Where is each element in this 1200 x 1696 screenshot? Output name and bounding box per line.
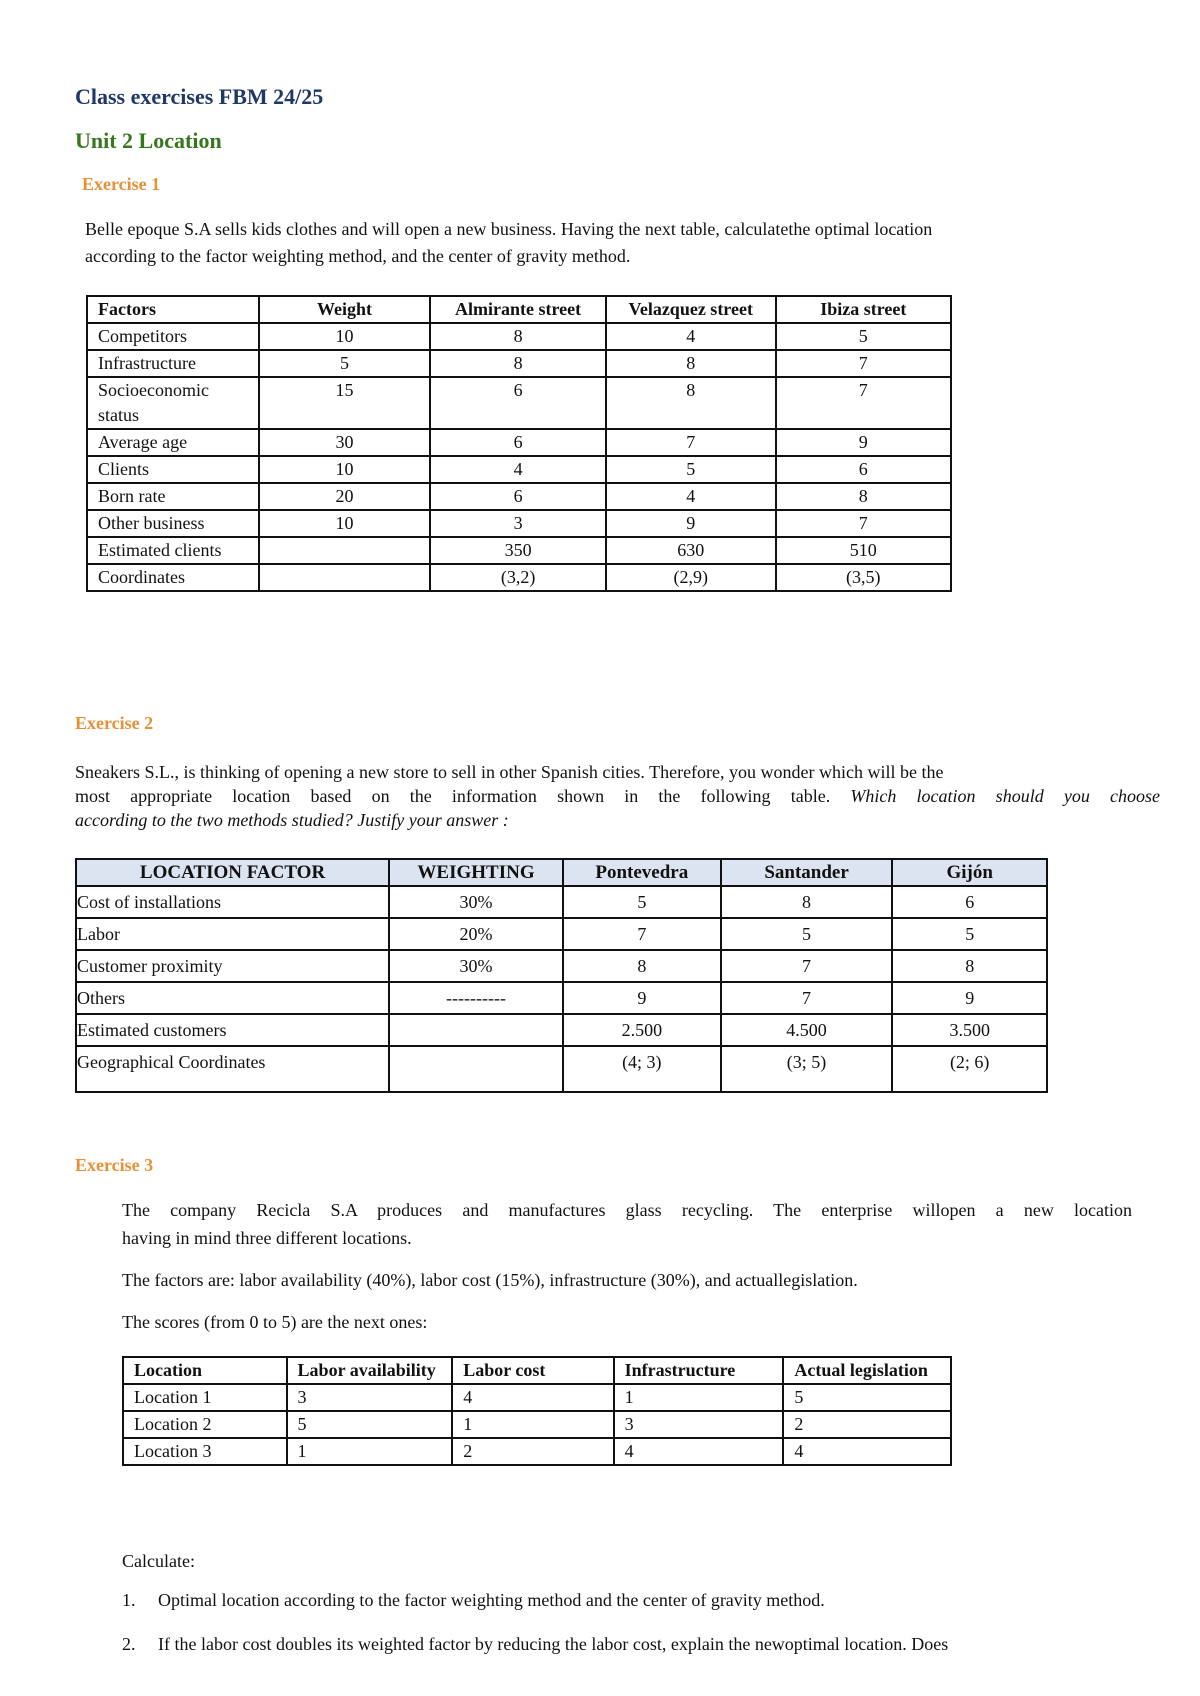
table-cell: 9 (776, 429, 951, 456)
table-cell: 3.500 (892, 1014, 1047, 1046)
column-header: Labor availability (287, 1357, 453, 1384)
row-label-cell: Clients (87, 456, 259, 483)
table-cell (259, 564, 431, 591)
table-cell: 1 (614, 1384, 784, 1411)
table-row (87, 537, 951, 564)
table-cell: 4 (430, 456, 606, 483)
table-cell: 8 (563, 950, 721, 982)
column-header: Almirante street (430, 296, 606, 323)
table-cell: 6 (892, 886, 1047, 918)
table-cell: 3 (287, 1384, 453, 1411)
table-row (123, 1411, 951, 1438)
table-cell: 4 (614, 1438, 784, 1465)
calculate-label: Calculate: (122, 1551, 195, 1571)
table-row (76, 950, 1047, 982)
list-item-number: 2. (122, 1634, 136, 1654)
table-row (76, 982, 1047, 1014)
row-label-cell: Born rate (87, 483, 259, 510)
table-cell: (3,2) (430, 564, 606, 591)
exercise-2-heading: Exercise 2 (75, 713, 154, 733)
exercise-3-text-line: The company Recicla S.A produces and manufactures glass recycling. The enterprise willopen a new location (122, 1200, 1132, 1220)
exercise-2-text-line (75, 784, 1160, 808)
exercise-1-table (86, 295, 952, 592)
table-cell: 350 (430, 537, 606, 564)
table-header-row (76, 859, 1047, 886)
exercise-2-text (75, 760, 1160, 832)
table-row (123, 1438, 951, 1465)
table-cell: 6 (430, 377, 606, 429)
table-row (76, 1046, 1047, 1092)
table-cell: 6 (430, 429, 606, 456)
column-header: Ibiza street (776, 296, 951, 323)
unit-title: Unit 2 Location (75, 128, 222, 153)
table-cell: 15 (259, 377, 431, 429)
table-row (87, 510, 951, 537)
column-header: Factors (87, 296, 259, 323)
table-cell: 5 (892, 918, 1047, 950)
table-cell: 9 (563, 982, 721, 1014)
table-cell: 30% (389, 950, 563, 982)
table-cell: 20 (259, 483, 431, 510)
row-label-cell: Geographical Coordinates (76, 1046, 389, 1092)
table-cell: 7 (776, 377, 951, 429)
table-row (87, 456, 951, 483)
exercise-3-text-line: having in mind three different locations. (122, 1228, 412, 1248)
list-item: Optimal location according to the factor weighting method and the center of gravity method. (158, 1590, 825, 1610)
table-cell (389, 1046, 563, 1092)
column-header: Weight (259, 296, 431, 323)
table-cell: 2.500 (563, 1014, 721, 1046)
row-label-cell: Average age (87, 429, 259, 456)
table-cell: 6 (430, 483, 606, 510)
row-label-cell: Competitors (87, 323, 259, 350)
row-label-cell: Location 1 (123, 1384, 287, 1411)
row-label-cell: Location 3 (123, 1438, 287, 1465)
table-cell: 10 (259, 456, 431, 483)
table-cell: 3 (614, 1411, 784, 1438)
table-cell: 4 (606, 323, 776, 350)
table-cell: 630 (606, 537, 776, 564)
table-cell: (2,9) (606, 564, 776, 591)
table-cell: 10 (259, 510, 431, 537)
table-cell (389, 1014, 563, 1046)
row-label-cell: Labor (76, 918, 389, 950)
table-cell: (2; 6) (892, 1046, 1047, 1092)
table-cell: 30 (259, 429, 431, 456)
exercise-2-text-line: Sneakers S.L., is thinking of opening a new store to sell in other Spanish cities. Therefore, you wonder which will be the (75, 762, 944, 782)
table-header-row (87, 296, 951, 323)
row-label-cell: Estimated clients (87, 537, 259, 564)
column-header: Gijón (892, 859, 1047, 886)
table-cell: 8 (606, 350, 776, 377)
table-row (87, 323, 951, 350)
column-header: Velazquez street (606, 296, 776, 323)
table-row (87, 350, 951, 377)
table-header-row (123, 1357, 951, 1384)
exercise-2-table (75, 858, 1048, 1093)
table-cell: 4 (783, 1438, 951, 1465)
table-cell: 5 (783, 1384, 951, 1411)
table-cell: 8 (892, 950, 1047, 982)
table-cell: 8 (430, 323, 606, 350)
list-item: If the labor cost doubles its weighted factor by reducing the labor cost, explain the newoptimal location. Does (158, 1634, 949, 1654)
table-cell: 2 (452, 1438, 613, 1465)
exercise-3-heading: Exercise 3 (75, 1155, 154, 1175)
table-cell: 4.500 (721, 1014, 893, 1046)
column-header: WEIGHTING (389, 859, 563, 886)
table-cell: 1 (287, 1438, 453, 1465)
table-cell: 5 (563, 886, 721, 918)
table-row (87, 564, 951, 591)
table-cell: 7 (776, 350, 951, 377)
table-cell (259, 537, 431, 564)
table-cell: 7 (563, 918, 721, 950)
column-header: Santander (721, 859, 893, 886)
table-cell: 30% (389, 886, 563, 918)
table-cell: 8 (721, 886, 893, 918)
table-cell: 8 (776, 483, 951, 510)
table-cell: 8 (430, 350, 606, 377)
exercise-3-table (122, 1356, 952, 1466)
table-row (87, 483, 951, 510)
exercise-1-text (85, 216, 1165, 270)
table-cell: 2 (783, 1411, 951, 1438)
table-cell: 1 (452, 1411, 613, 1438)
exercise-1-text-line: according to the factor weighting method, and the center of gravity method. (85, 246, 631, 266)
exercise-3-text (122, 1196, 1132, 1252)
table-cell: 7 (721, 982, 893, 1014)
table-cell: (3; 5) (721, 1046, 893, 1092)
row-label-cell: Socioeconomic status (87, 377, 259, 429)
row-label-cell: Cost of installations (76, 886, 389, 918)
table-cell: 20% (389, 918, 563, 950)
table-cell: 8 (606, 377, 776, 429)
row-label-cell: Customer proximity (76, 950, 389, 982)
list-item-number: 1. (122, 1590, 136, 1610)
column-header: Infrastructure (614, 1357, 784, 1384)
exercise-1-heading: Exercise 1 (82, 174, 161, 194)
exercise-1-text-line: Belle epoque S.A sells kids clothes and will open a new business. Having the next table, calculatethe optimal location (85, 219, 933, 239)
row-label-cell: Coordinates (87, 564, 259, 591)
exercise-2-question-b: according to the two methods studied? Justify your answer : (75, 810, 509, 830)
table-cell: ---------- (389, 982, 563, 1014)
table-row (76, 886, 1047, 918)
row-label-cell: Infrastructure (87, 350, 259, 377)
column-header: Actual legislation (783, 1357, 951, 1384)
table-cell: 7 (776, 510, 951, 537)
exercise-2-text-plain: most appropriate location based on the information shown in the following table. (75, 786, 831, 806)
table-cell: 5 (776, 323, 951, 350)
table-cell: 3 (430, 510, 606, 537)
table-cell: 5 (606, 456, 776, 483)
table-row (76, 1014, 1047, 1046)
exercise-2-question-a: Which location should you choose (850, 786, 1160, 806)
document-title: Class exercises FBM 24/25 (75, 84, 324, 109)
table-cell: 6 (776, 456, 951, 483)
column-header: Labor cost (452, 1357, 613, 1384)
column-header: Pontevedra (563, 859, 721, 886)
table-cell: 4 (606, 483, 776, 510)
table-row (123, 1384, 951, 1411)
table-cell: 5 (287, 1411, 453, 1438)
table-row (87, 429, 951, 456)
table-cell: 7 (606, 429, 776, 456)
table-cell: (3,5) (776, 564, 951, 591)
table-cell: 4 (452, 1384, 613, 1411)
exercise-3-factors: The factors are: labor availability (40%), labor cost (15%), infrastructure (30%), and actuallegislation. (122, 1270, 858, 1290)
row-label-cell: Estimated customers (76, 1014, 389, 1046)
row-label-cell: Others (76, 982, 389, 1014)
table-cell: 10 (259, 323, 431, 350)
table-cell: 5 (721, 918, 893, 950)
table-row (87, 377, 951, 429)
table-cell: 7 (721, 950, 893, 982)
table-row (76, 918, 1047, 950)
row-label-cell: Other business (87, 510, 259, 537)
column-header: LOCATION FACTOR (76, 859, 389, 886)
row-label-cell: Location 2 (123, 1411, 287, 1438)
table-cell: (4; 3) (563, 1046, 721, 1092)
table-cell: 510 (776, 537, 951, 564)
table-cell: 5 (259, 350, 431, 377)
exercise-3-scores: The scores (from 0 to 5) are the next ones: (122, 1312, 428, 1332)
table-cell: 9 (892, 982, 1047, 1014)
column-header: Location (123, 1357, 287, 1384)
table-cell: 9 (606, 510, 776, 537)
